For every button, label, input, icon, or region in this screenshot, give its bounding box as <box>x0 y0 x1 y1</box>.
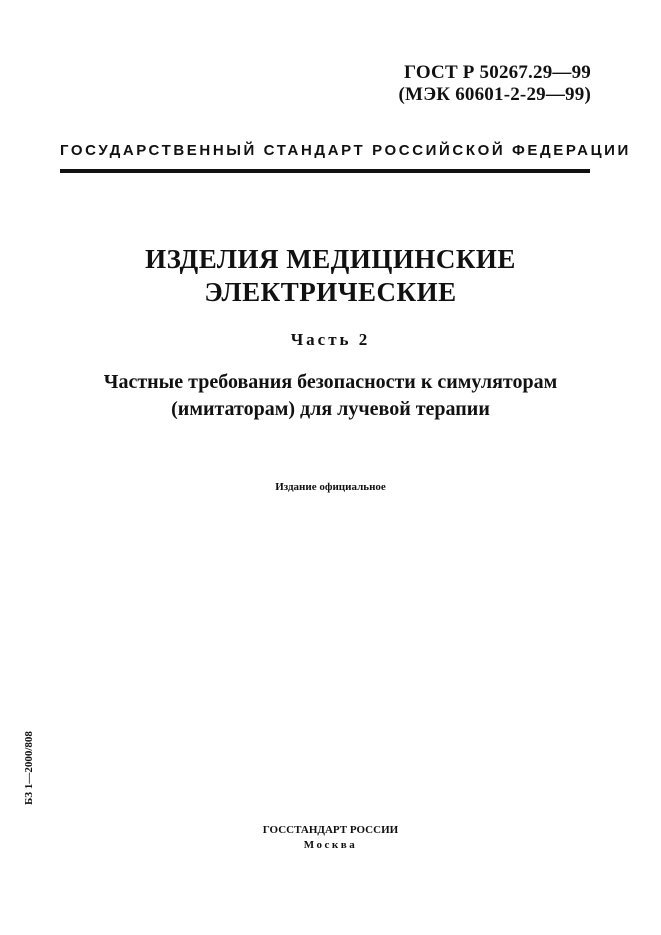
iec-number: (МЭК 60601-2-29—99) <box>398 84 591 105</box>
publisher-city: Москва <box>303 839 358 851</box>
standard-header: ГОСУДАРСТВЕННЫЙ СТАНДАРТ РОССИЙСКОЙ ФЕДЕРАЦИИ <box>60 142 631 159</box>
header-rule <box>60 169 590 173</box>
subtitle-line-1: Частные требования безопасности к симуляторам <box>103 371 558 393</box>
side-code: БЗ 1—2000/808 <box>23 731 35 805</box>
main-title-line-1: ИЗДЕЛИЯ МЕДИЦИНСКИЕ <box>145 244 516 274</box>
edition-note: Издание официальное <box>275 481 386 493</box>
part-label: Часть 2 <box>290 330 371 349</box>
publisher-name: ГОССТАНДАРТ РОССИИ <box>262 824 399 836</box>
main-title <box>0 243 661 309</box>
standard-designation <box>399 62 591 106</box>
gost-number: ГОСТ Р 50267.29—99 <box>404 62 591 83</box>
subtitle-line-2: (имитаторам) для лучевой терапии <box>171 398 490 420</box>
main-title-line-2: ЭЛЕКТРИЧЕСКИЕ <box>204 277 457 307</box>
subtitle <box>0 369 661 423</box>
publisher <box>0 823 661 853</box>
